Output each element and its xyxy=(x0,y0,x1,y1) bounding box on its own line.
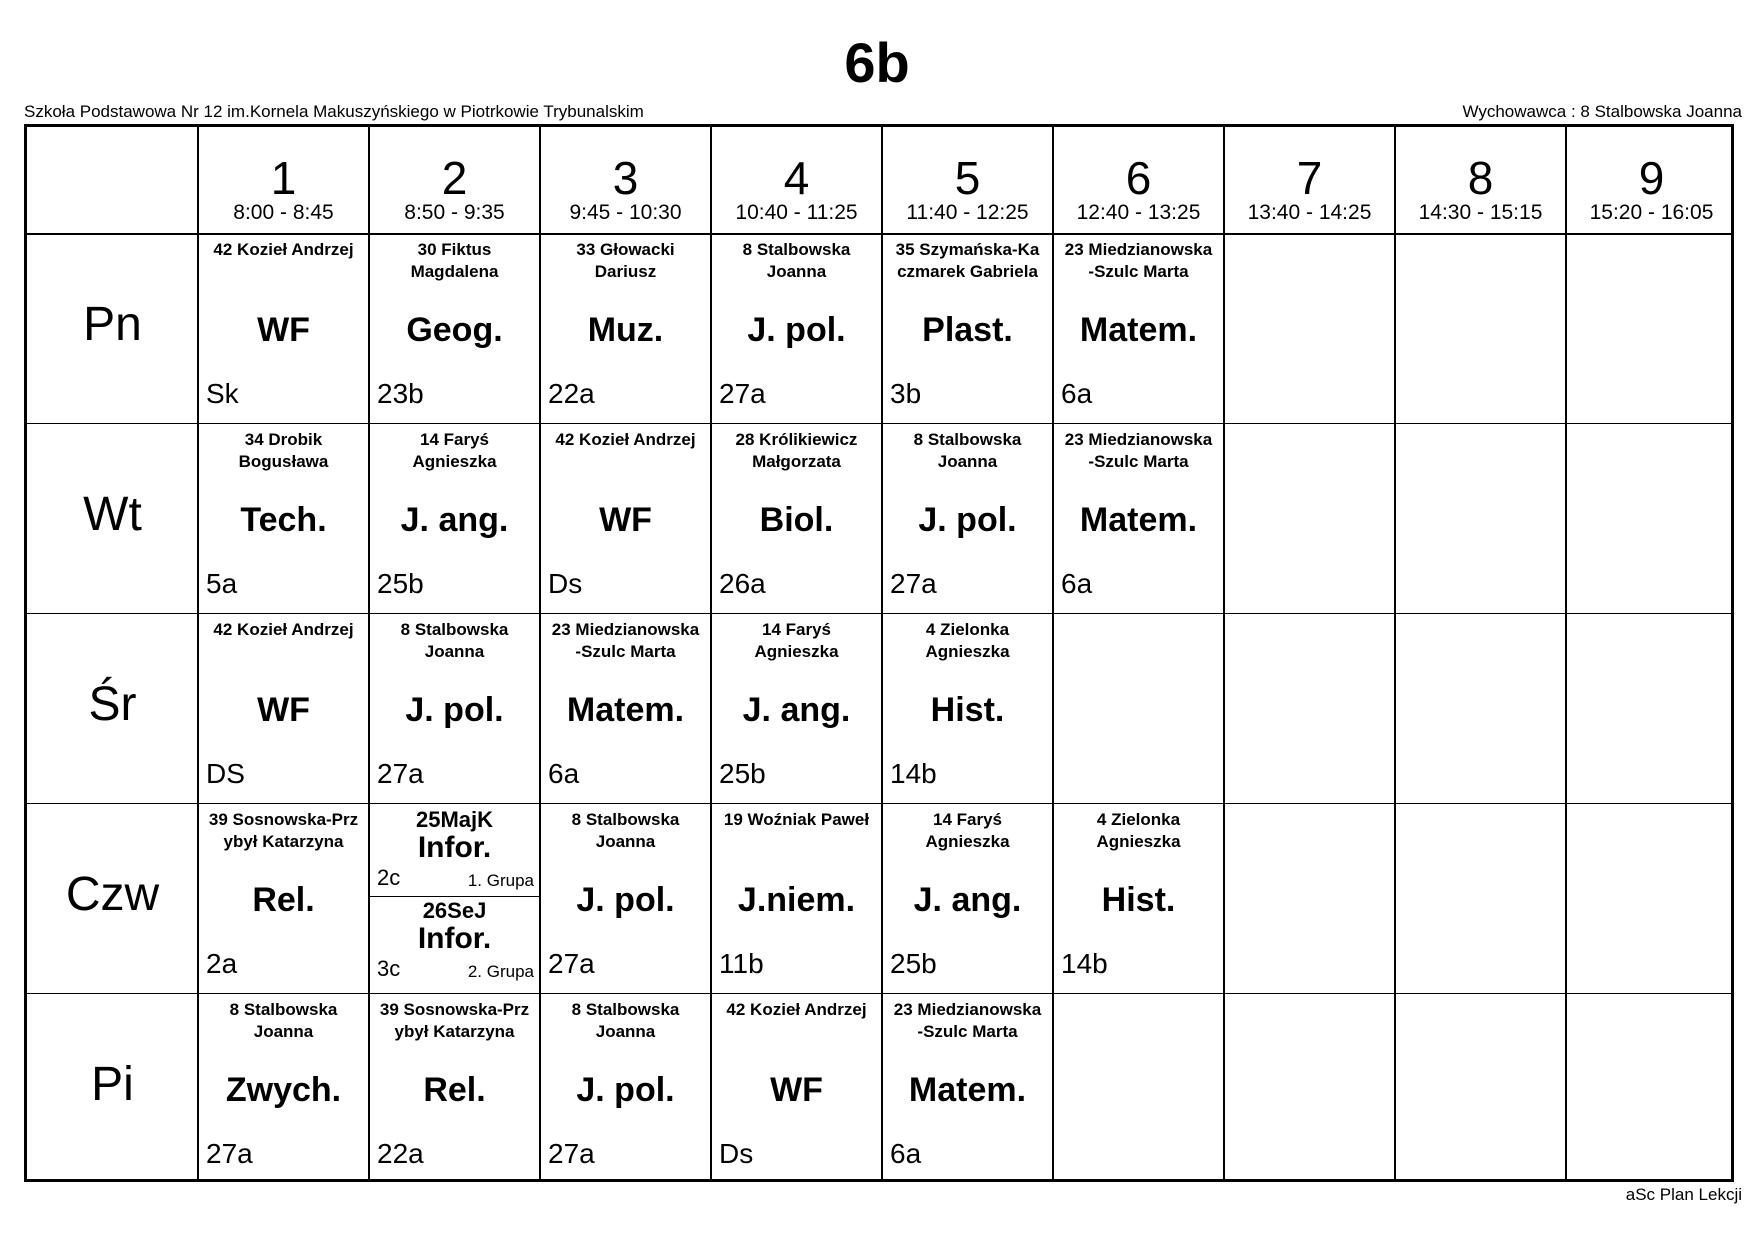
lesson-room: 25b xyxy=(719,758,766,789)
group-label: 2. Grupa xyxy=(467,962,534,981)
lesson-subject: J. pol. xyxy=(576,1071,675,1109)
lesson-subject: Plast. xyxy=(922,311,1013,349)
group-subject: Infor. xyxy=(417,922,492,955)
lesson-room: 6a xyxy=(548,758,580,789)
lesson-room: 14b xyxy=(890,758,937,789)
lesson-room: Ds xyxy=(548,568,583,599)
lesson-teacher: 42 Kozieł Andrzej xyxy=(213,240,354,259)
grid-column-line xyxy=(1565,127,1567,1179)
lesson-room: 22a xyxy=(548,378,595,409)
lesson-room: 11b xyxy=(719,948,764,979)
period-number: 6 xyxy=(1125,152,1152,204)
lesson-teacher: 8 Stalbowska Joanna xyxy=(571,1000,680,1041)
period-time: 13:40 - 14:25 xyxy=(1247,201,1372,224)
lesson-teacher: 14 Faryś Agnieszka xyxy=(412,430,497,471)
lesson-subject: Matem. xyxy=(566,691,685,729)
lesson-room: 14b xyxy=(1061,948,1108,979)
lesson-teacher: 35 Szymańska-Ka czmarek Gabriela xyxy=(895,240,1040,281)
period-time: 12:40 - 13:25 xyxy=(1076,201,1201,224)
group-label: 1. Grupa xyxy=(467,871,534,890)
group-divider xyxy=(369,896,540,897)
group-teacher: 25MajK xyxy=(415,807,494,832)
lesson-teacher: 8 Stalbowska Joanna xyxy=(400,620,509,661)
lesson-teacher: 8 Stalbowska Joanna xyxy=(229,1000,338,1041)
lesson-subject: WF xyxy=(257,311,310,349)
period-time: 9:45 - 10:30 xyxy=(569,201,682,224)
lesson-subject: Geog. xyxy=(406,311,503,349)
lesson-room: Sk xyxy=(206,378,239,409)
lesson-teacher: 14 Faryś Agnieszka xyxy=(754,620,839,661)
lesson-teacher: 8 Stalbowska Joanna xyxy=(571,810,680,851)
period-number: 8 xyxy=(1467,152,1494,204)
lesson-room: 27a xyxy=(548,948,595,979)
lesson-room: 27a xyxy=(548,1138,595,1169)
period-number: 5 xyxy=(954,152,981,204)
period-time: 15:20 - 16:05 xyxy=(1589,201,1714,224)
lesson-room: 26a xyxy=(719,568,766,599)
day-label: Pn xyxy=(83,298,142,351)
group-room: 3c xyxy=(377,956,401,981)
lesson-room: 5a xyxy=(206,568,238,599)
grid-column-line xyxy=(1223,127,1225,1179)
school-name: Szkoła Podstawowa Nr 12 im.Kornela Makuszyńskiego w Piotrkowie Trybunalskim xyxy=(24,102,644,121)
lesson-room: DS xyxy=(206,758,245,789)
period-number: 7 xyxy=(1296,152,1323,204)
group-teacher: 26SeJ xyxy=(422,898,487,923)
lesson-room: 25b xyxy=(377,568,424,599)
lesson-subject: J.niem. xyxy=(737,881,856,919)
period-time: 8:00 - 8:45 xyxy=(233,201,334,224)
period-time: 10:40 - 11:25 xyxy=(735,201,858,224)
lesson-teacher: 19 Woźniak Paweł xyxy=(723,810,870,829)
lesson-teacher: 8 Stalbowska Joanna xyxy=(742,240,851,281)
period-number: 9 xyxy=(1638,152,1665,204)
lesson-room: 2a xyxy=(206,948,238,979)
lesson-subject: Rel. xyxy=(252,881,315,919)
lesson-teacher: 23 Miedzianowska -Szulc Marta xyxy=(893,1000,1042,1041)
lesson-teacher: 28 Królikiewicz Małgorzata xyxy=(735,430,858,471)
period-time: 8:50 - 9:35 xyxy=(404,201,505,224)
lesson-subject: Zwych. xyxy=(225,1071,342,1109)
period-time: 14:30 - 15:15 xyxy=(1418,201,1543,224)
period-time: 11:40 - 12:25 xyxy=(906,201,1029,224)
lesson-subject: Muz. xyxy=(587,311,664,349)
lesson-room: 27a xyxy=(377,758,424,789)
lesson-room: 27a xyxy=(719,378,766,409)
lesson-room: 6a xyxy=(1061,378,1093,409)
lesson-room: 3b xyxy=(890,378,922,409)
grid-header-line xyxy=(27,233,1731,235)
lesson-subject: WF xyxy=(770,1071,823,1109)
lesson-teacher: 34 Drobik Bogusława xyxy=(238,430,329,471)
period-number: 3 xyxy=(612,152,639,204)
lesson-subject: WF xyxy=(257,691,310,729)
lesson-teacher: 42 Kozieł Andrzej xyxy=(555,430,696,449)
lesson-subject: Rel. xyxy=(423,1071,486,1109)
lesson-subject: J. ang. xyxy=(400,501,509,539)
lesson-subject: J. pol. xyxy=(576,881,675,919)
lesson-teacher: 23 Miedzianowska -Szulc Marta xyxy=(551,620,700,661)
grid-row-line xyxy=(27,803,1731,804)
grid-row-line xyxy=(27,423,1731,424)
page-title: 6b xyxy=(844,31,910,94)
lesson-subject: Hist. xyxy=(930,691,1005,729)
period-number: 2 xyxy=(441,152,468,204)
grid-column-line xyxy=(1394,127,1396,1179)
lesson-subject: Hist. xyxy=(1101,881,1176,919)
lesson-teacher: 4 Zielonka Agnieszka xyxy=(1096,810,1181,851)
lesson-subject: WF xyxy=(599,501,652,539)
day-label: Wt xyxy=(83,488,142,541)
day-label: Pi xyxy=(91,1058,134,1111)
lesson-subject: Matem. xyxy=(908,1071,1027,1109)
lesson-subject: Matem. xyxy=(1079,311,1198,349)
group-room: 2c xyxy=(377,865,401,890)
class-tutor: Wychowawca : 8 Stalbowska Joanna xyxy=(1462,102,1742,121)
lesson-room: 22a xyxy=(377,1138,424,1169)
group-subject: Infor. xyxy=(417,831,492,864)
lesson-subject: Matem. xyxy=(1079,501,1198,539)
lesson-teacher: 39 Sosnowska-Prz ybył Katarzyna xyxy=(379,1000,530,1041)
lesson-teacher: 23 Miedzianowska -Szulc Marta xyxy=(1064,240,1213,281)
lesson-subject: Tech. xyxy=(240,501,327,539)
lesson-subject: J. pol. xyxy=(405,691,504,729)
lesson-room: 25b xyxy=(890,948,937,979)
lesson-subject: J. ang. xyxy=(742,691,851,729)
lesson-teacher: 4 Zielonka Agnieszka xyxy=(925,620,1010,661)
day-label: Czw xyxy=(65,868,160,921)
lesson-room: 23b xyxy=(377,378,424,409)
lesson-teacher: 14 Faryś Agnieszka xyxy=(925,810,1010,851)
lesson-room: 27a xyxy=(890,568,937,599)
lesson-teacher: 8 Stalbowska Joanna xyxy=(913,430,1022,471)
lesson-teacher: 23 Miedzianowska -Szulc Marta xyxy=(1064,430,1213,471)
lesson-teacher: 33 Głowacki Dariusz xyxy=(576,240,675,281)
lesson-subject: J. pol. xyxy=(918,501,1017,539)
lesson-subject: J. pol. xyxy=(747,311,846,349)
period-number: 1 xyxy=(270,152,297,204)
lesson-room: 27a xyxy=(206,1138,253,1169)
grid-row-line xyxy=(27,993,1731,994)
period-number: 4 xyxy=(783,152,810,204)
day-label: Śr xyxy=(88,678,137,731)
grid-row-line xyxy=(27,613,1731,614)
lesson-teacher: 42 Kozieł Andrzej xyxy=(726,1000,867,1019)
footer-credit: aSc Plan Lekcji xyxy=(1625,1185,1742,1204)
lesson-room: Ds xyxy=(719,1138,754,1169)
timetable-grid xyxy=(24,124,1734,1182)
lesson-teacher: 39 Sosnowska-Prz ybył Katarzyna xyxy=(208,810,359,851)
lesson-teacher: 42 Kozieł Andrzej xyxy=(213,620,354,639)
lesson-teacher: 30 Fiktus Magdalena xyxy=(410,240,499,281)
lesson-subject: J. ang. xyxy=(913,881,1022,919)
lesson-room: 6a xyxy=(890,1138,922,1169)
lesson-subject: Biol. xyxy=(759,501,834,539)
lesson-room: 6a xyxy=(1061,568,1093,599)
